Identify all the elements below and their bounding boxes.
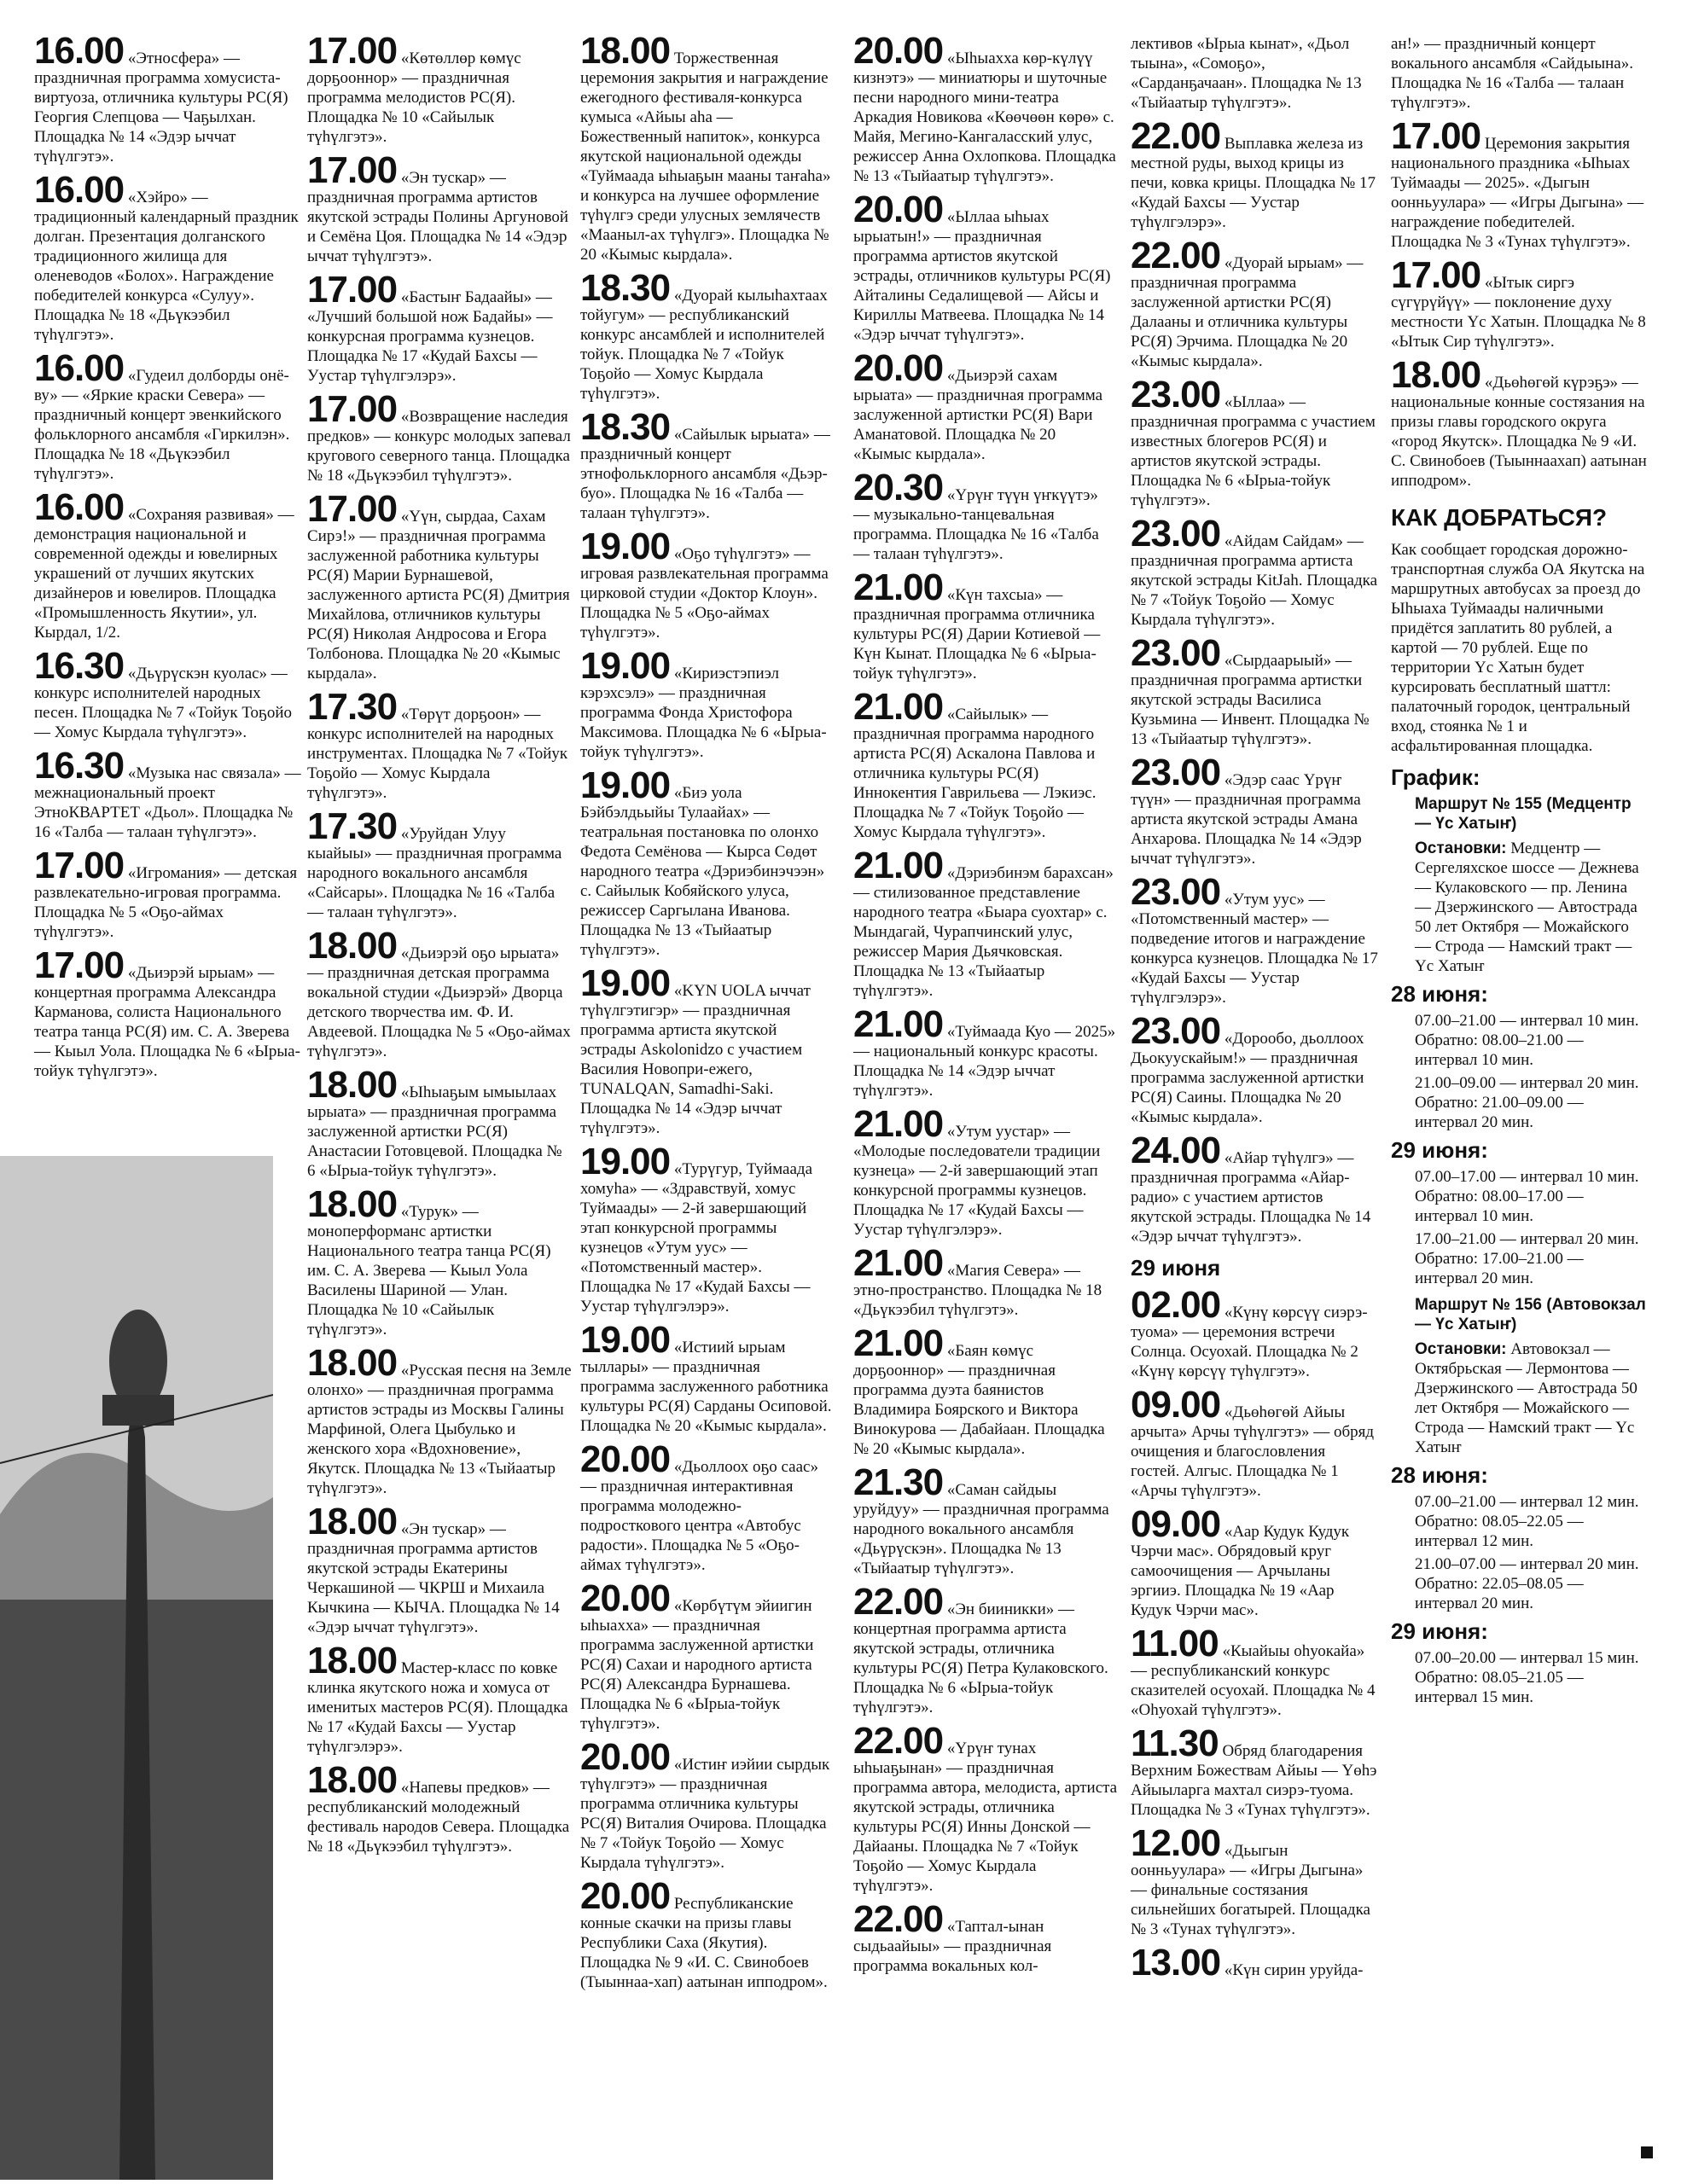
- event-time: 17.00: [307, 388, 398, 430]
- event-time: 20.00: [580, 1736, 671, 1778]
- event-item: [580, 406, 836, 523]
- event-time: 17.00: [34, 944, 125, 986]
- event-item: [307, 1342, 572, 1498]
- event-description: «Эдэр саас Үрүҥ түүн» — праздничная программа артиста якутской эстрады Амана Анхарова. Площадка № 14 «Эдэр ыччат түһүлгэтэ».: [1131, 771, 1362, 868]
- schedule-title: График:: [1391, 764, 1480, 790]
- column-5: [1131, 34, 1378, 1987]
- event-time: 23.00: [1131, 1010, 1221, 1052]
- route-155-day-2: 29 июня:: [1391, 1137, 1488, 1163]
- event-time: 18.00: [307, 1342, 398, 1384]
- event-item: [307, 1501, 572, 1637]
- event-item: [580, 30, 836, 264]
- event-item: [853, 347, 1118, 464]
- event-item: [1131, 235, 1378, 371]
- event-item: [580, 526, 836, 642]
- event-item: [1131, 1623, 1378, 1720]
- festival-photo: [0, 1156, 273, 2180]
- event-item: [307, 149, 572, 266]
- event-time: 17.30: [307, 805, 398, 847]
- route-155-stops: Остановки: Медцентр — Сергеляхское шоссе — Дежнева — Кулаковского — пр. Ленина — Дзержинского — Автострада 50 лет Октября — Можайского — Строда — Намский тракт — Үс Хатыҥ: [1415, 839, 1639, 975]
- how-to-get-heading: КАК ДОБРАТЬСЯ?: [1391, 504, 1608, 531]
- event-description: «Үрүҥ тунах ыһыаҕынан» — праздничная программа автора, мелодиста, артиста якутской эстрады, отличника культуры РС(Я) Инны Донской — Дайааны. Площадка № 7 «Тойук Тоҕойо — Хомус Кырдала түһүлгэтэ».: [853, 1740, 1118, 1895]
- event-description: «Гудеил долборды онё-ву» — «Яркие краски Севера» — праздничный концерт эвенкийского фольклорного ансамбля «Гиркилэн». Площадка № 18 «Дьүкээбил түһүлгэтэ».: [34, 367, 290, 483]
- event-description: ан!» — праздничный концерт вокального ансамбля «Сайдыына». Площадка № 16 «Талба — талаан түһүлгэтэ».: [1391, 35, 1633, 112]
- event-time: 21.30: [853, 1461, 944, 1503]
- event-description: «Дэриэбинэм барахсан» — стилизованное представление народного театра «Быара суохтар» с. Мындагай, Чурапчинский улус, режиссер Мария Дьячковская. Площадка № 13 «Тыйаатыр түһүлгэтэ».: [853, 864, 1114, 1000]
- event-time: 22.00: [1131, 115, 1221, 157]
- event-time: 23.00: [1131, 513, 1221, 555]
- event-item: [1131, 632, 1378, 749]
- event-item: [1131, 1284, 1378, 1381]
- event-item: [580, 1577, 836, 1734]
- event-description: «Ыллаа ыһыах ырыатын!» — праздничная программа артистов якутской эстрады, отличников культуры РС(Я) Айталины Седалищевой — Айсы и Кириллы Матвеева. Площадка № 14 «Эдэр ыччат түһүлгэтэ».: [853, 208, 1111, 344]
- event-description: «Ыһыаҕым ымыылаах ырыата» — праздничная программа заслуженной артистки РС(Я) Анастасии Готовцевой. Площадка № 6 «Ырыа-тойук түһүлгэтэ».: [307, 1083, 562, 1180]
- event-time: 17.30: [307, 686, 398, 728]
- event-item: [1131, 374, 1378, 510]
- event-item: [580, 1141, 836, 1316]
- event-description: Выплавка железа из местной руды, выход крицы из печи, ковка крицы. Площадка № 17 «Кудай Бахсы — Уустар түһүлгэлэрэ».: [1131, 135, 1376, 231]
- event-time: 17.00: [307, 488, 398, 530]
- event-description: «Үүн, сырдаа, Сахам Сирэ!» — праздничная программа заслуженной работника культуры РС(Я) Марии Бурнашевой, заслуженного артиста РС(Я) Дмитрия Михайлова, отличников культуры РС(Я) Николая Андросова и Егора Толбонова. Площадка № 20 «Кымыс кырдала».: [307, 508, 570, 682]
- event-item: [1131, 1942, 1378, 1984]
- event-time: 18.30: [580, 267, 671, 309]
- event-item: [307, 388, 572, 485]
- event-item: [853, 1461, 1118, 1578]
- event-description: «Төрүт дорҕоон» — конкурс исполнителей на народных инструментах. Площадка № 7 «Тойук Тоҕойо — Хомус Кырдала түһүлгэтэ».: [307, 706, 568, 802]
- event-description: «Дьиэрэй оҕо ырыата» — праздничная детская программа вокальной студии «Дьиэрэй» Дворца детского творчества им. Ф. И. Авдеевой. Площадка № 5 «Оҕо-аймах түһүлгэтэ».: [307, 944, 571, 1060]
- event-item: [853, 1720, 1118, 1896]
- interval-line: 07.00–21.00 — интервал 12 мин. Обратно: 08.05–22.05 — интервал 12 мин.: [1415, 1493, 1639, 1550]
- event-description: «Күн сирин уруйда-: [1224, 1961, 1364, 1979]
- event-item: [307, 1064, 572, 1181]
- event-description: «Эн бииникки» — концертная программа артиста якутской эстрады, отличника культуры РС(Я) Петра Кулаковского. Площадка № 6 «Ырыа-тойук түһүлгэтэ».: [853, 1600, 1108, 1716]
- event-time: 19.00: [580, 526, 671, 567]
- event-description: «Истиҥ иэйии сырдык түһүлгэтэ» — праздничная программа отличника культуры РС(Я) Виталия Очирова. Площадка № 7 «Тойук Тоҕойо — Хомус Кырдала түһүлгэтэ».: [580, 1756, 830, 1872]
- event-item: [1131, 34, 1378, 113]
- event-description: Республиканские конные скачки на призы главы Республики Саха (Якутия). Площадка № 9 «И. С. Свинобоев (Тыыннаа-хап) аатынан ипподром».: [580, 1895, 828, 1991]
- event-description: «Утум уус» — «Потомственный мастер» — подведение итогов и награждение конкурса кузнецов. Площадка № 17 «Кудай Бахсы — Уустар түһүлгэлэрэ».: [1131, 891, 1378, 1007]
- serge-hitching-post-image: [0, 1156, 273, 2180]
- event-item: [307, 1183, 572, 1339]
- event-description: «Сырдаарыый» — праздничная программа артистки якутской эстрады Василиса Кузьмина — Инвент. Площадка № 13 «Тыйаатыр түһүлгэтэ».: [1131, 652, 1370, 748]
- event-item: [853, 1242, 1118, 1320]
- column-2: [307, 30, 572, 1863]
- event-item: [307, 925, 572, 1061]
- event-time: 18.00: [307, 1064, 398, 1106]
- event-item: [307, 686, 572, 803]
- event-item: [580, 1736, 836, 1873]
- sidebar: [1391, 34, 1647, 1711]
- event-item: [853, 1581, 1118, 1717]
- event-time: 11.00: [1131, 1623, 1219, 1664]
- event-item: [307, 30, 572, 147]
- event-description: «Сохраняя развивая» — демонстрация национальной и современной одежды и ювелирных украшений от лучших якутских дизайнеров и ювелиров. Площадка «Промышленность Якутии», ул. Кырдал, 1/2.: [34, 506, 294, 642]
- event-item: [853, 467, 1118, 564]
- event-description: «Күнү көрсүү сиэрэ-туома» — церемония встречи Солнца. Осуохай. Площадка № 2 «Күнү көрсүү түһүлгэтэ».: [1131, 1304, 1368, 1380]
- event-time: 21.00: [853, 1242, 944, 1284]
- event-time: 18.00: [580, 30, 671, 72]
- event-item: [1131, 1130, 1378, 1246]
- event-description: «Кириэстэпиэл кэрэхсэлэ» — праздничная программа Фонда Христофора Максимова. Площадка № 6 «Ырыа-тойук түһүлгэтэ».: [580, 665, 827, 761]
- event-time: 21.00: [853, 845, 944, 886]
- event-time: 21.00: [853, 1322, 944, 1364]
- event-description: «Дьыгын оонньуулара» — «Игры Дыгына» — финальные состязания сильнейших богатырей. Площадка № 3 «Тунах түһүлгэтэ».: [1131, 1842, 1370, 1938]
- interval-line: 07.00–21.00 — интервал 10 мин. Обратно: 08.00–21.00 — интервал 10 мин.: [1415, 1012, 1639, 1069]
- event-time: 17.00: [307, 149, 398, 191]
- event-time: 22.00: [853, 1898, 944, 1940]
- event-time: 22.00: [1131, 235, 1221, 276]
- event-description: «Сайылык» — праздничная программа народного артиста РС(Я) Аскалона Павлова и отличника культуры РС(Я) Иннокентия Гаврильева — Лэкиэс. Площадка № 7 «Тойук Тоҕойо — Хомус Кырдала түһүлгэтэ».: [853, 706, 1097, 841]
- event-item: [580, 645, 836, 762]
- event-item: [1131, 1722, 1378, 1820]
- event-time: 23.00: [1131, 374, 1221, 415]
- event-description: «Эн тускар» — праздничная программа артистов якутской эстрады Полины Аргуновой и Семёна Цоя. Площадка № 14 «Эдэр ыччат түһүлгэтэ».: [307, 169, 569, 265]
- event-time: 21.00: [853, 686, 944, 728]
- column-4: [853, 30, 1118, 1983]
- event-description: «Баян көмүс дорҕооннор» — праздничная программа дуэта баянистов Владимира Боярского и Виктора Винокурова — Дабайаан. Площадка № 20 «Кымыс кырдала».: [853, 1342, 1105, 1458]
- event-description: «Турук» — моноперформанс артистки Национального театра танца РС(Я) им. С. А. Зверева — Кыыл Уола Василены Шариной — Улан. Площадка № 10 «Сайылык түһүлгэтэ».: [307, 1203, 551, 1339]
- event-item: [34, 486, 307, 642]
- route-156-day-1: 28 июня:: [1391, 1462, 1488, 1488]
- interval-line: 21.00–07.00 — интервал 20 мин. Обратно: 22.05–08.05 — интервал 20 мин.: [1415, 1555, 1639, 1612]
- event-time: 24.00: [1131, 1130, 1221, 1171]
- event-item: [307, 1759, 572, 1856]
- event-item: [580, 1438, 836, 1575]
- event-description: «Дьиэрэй сахам ырыата» — праздничная программа заслуженной артистки РС(Я) Вари Аманатовой. Площадка № 20 «Кымыс кырдала».: [853, 367, 1103, 463]
- event-item: [853, 1322, 1118, 1459]
- event-time: 16.30: [34, 745, 125, 787]
- route-155-day-1: 28 июня:: [1391, 981, 1488, 1007]
- event-description: «Дорообо, дьоллоох Дьокуускайым!» — праздничная программа заслуженной артистки РС(Я) Саины. Площадка № 20 «Кымыс кырдала».: [1131, 1030, 1364, 1126]
- event-description: «Күн тахсыа» — праздничная программа отличника культуры РС(Я) Дарии Котиевой — Күн Кынат. Площадка № 6 «Ырыа-тойук түһүлгэтэ».: [853, 586, 1101, 682]
- event-item: [1131, 871, 1378, 1008]
- event-time: 18.00: [307, 1640, 398, 1682]
- event-description: «Туймаада Куо — 2025» — национальный конкурс красоты. Площадка № 14 «Эдэр ыччат түһүлгэтэ».: [853, 1023, 1116, 1100]
- event-time: 18.00: [307, 1501, 398, 1542]
- column-1: [34, 30, 307, 1088]
- event-time: 20.30: [853, 467, 944, 508]
- event-description: Торжественная церемония закрытия и награждение ежегодного фестиваля-конкурса кумыса «Айыы аһа — Божественный напиток», конкурса якутской национальной одежды «Туймаада ыһыаҕын мааны таҥаһа» и конкурса на лучшее оформление түһүлгэ среди улусных землячеств «Мааныл-ах түһүлгэ». Площадка № 20 «Кымыс кырдала».: [580, 49, 831, 264]
- event-time: 20.00: [580, 1875, 671, 1917]
- event-time: 21.00: [853, 1103, 944, 1145]
- event-item: [853, 1003, 1118, 1101]
- event-time: 18.30: [580, 406, 671, 448]
- event-item: [1131, 1384, 1378, 1501]
- route-156-stops: Остановки: Автовокзал — Октябрьская — Лермонтова — Дзержинского — Автострада 50 лет Октября — Можайского — Строда — Намский тракт — Үс Хатыҥ: [1415, 1340, 1638, 1456]
- event-description: «Сайылык ырыата» — праздничный концерт этнофольклорного ансамбля «Дьэр-буо». Площадка № 16 «Талба — талаан түһүлгэтэ».: [580, 426, 830, 522]
- event-item: [580, 1319, 836, 1436]
- date-heading-june-29: 29 июня: [1131, 1255, 1221, 1281]
- event-description: «Напевы предков» — республиканский молодежный фестиваль народов Севера. Площадка № 18 «Дьүкээбил түһүлгэтэ».: [307, 1779, 570, 1856]
- event-description: «Таптал-ынан сыдьаайыы» — праздничная программа вокальных кол-: [853, 1918, 1052, 1975]
- event-time: 18.00: [1391, 354, 1481, 396]
- route-156-day-2: 29 июня:: [1391, 1618, 1488, 1644]
- event-description: «Бастыҥ Бадаайы» — «Лучший большой нож Бадайы» — конкурсная программа кузнецов. Площадка № 17 «Кудай Бахсы — Уустар түһүлгэлэрэ».: [307, 288, 553, 385]
- event-time: 16.00: [34, 169, 125, 211]
- event-time: 02.00: [1131, 1284, 1221, 1326]
- event-item: [853, 1898, 1118, 1976]
- event-description: «Этносфера» — праздничная программа хомусиста-виртуоза, отличника культуры РС(Я) Георгия Слепцова — Чаҕылхан. Площадка № 14 «Эдэр ыччат түһүлгэтэ».: [34, 49, 288, 166]
- event-time: 12.00: [1131, 1822, 1221, 1864]
- event-description: «Дьоллоох оҕо саас» — праздничная интерактивная программа молодежно-подросткового центра «Автобус радости». Площадка № 5 «Оҕо-аймах түһүлгэтэ».: [580, 1458, 818, 1574]
- event-item: [1131, 115, 1378, 232]
- end-of-article-mark: [1641, 2146, 1653, 2158]
- route-156-title: Маршрут № 156 (Автовокзал — Үс Хатыҥ): [1415, 1296, 1646, 1333]
- event-description: «Оҕо түһүлгэтэ» — игровая развлекательная программа цирковой студии «Доктор Клоун». Площадка № 5 «Оҕо-аймах түһүлгэтэ».: [580, 545, 829, 642]
- event-time: 17.00: [34, 845, 125, 886]
- event-item: [853, 1103, 1118, 1240]
- event-item: [307, 805, 572, 922]
- event-item: [853, 189, 1118, 345]
- event-item: [307, 269, 572, 386]
- event-description: «Кыайыы оһуокайа» — республиканский конкурс сказителей осуохай. Площадка № 4 «Оһуохай түһүлгэтэ».: [1131, 1642, 1376, 1719]
- event-item: [34, 944, 307, 1081]
- event-item: [580, 1875, 836, 1992]
- event-time: 21.00: [853, 566, 944, 608]
- event-item: [1131, 1010, 1378, 1127]
- event-time: 22.00: [853, 1581, 944, 1623]
- event-item: [1131, 513, 1378, 630]
- event-time: 20.00: [580, 1438, 671, 1480]
- event-time: 18.00: [307, 925, 398, 967]
- event-item: [1391, 354, 1647, 491]
- event-time: 17.00: [1391, 115, 1481, 157]
- event-item: [34, 845, 307, 942]
- event-item: [1131, 1822, 1378, 1939]
- event-description: «Музыка нас связала» — межнациональный проект ЭтноКВАРТЕТ «Дьол». Площадка № 16 «Талба — талаан түһүлгэтэ».: [34, 764, 301, 841]
- event-item: [34, 645, 307, 742]
- event-item: [1391, 254, 1647, 351]
- event-time: 17.00: [1391, 254, 1481, 296]
- event-item: [34, 169, 307, 345]
- event-time: 20.00: [853, 189, 944, 230]
- event-description: «Русская песня на Земле олонхо» — праздничная программа артистов эстрады из Москвы Галины Марфиной, Олега Цыбулько и женского хора «Вдохновение», Якутск. Площадка № 13 «Тыйаатыр түһүлгэтэ».: [307, 1362, 572, 1497]
- event-description: «Айдам Сайдам» — праздничная программа артиста якутской эстрады KitJah. Площадка № 7 «Тойук Тоҕойо — Хомус Кырдала түһүлгэтэ».: [1131, 532, 1378, 629]
- event-description: «Дьөһөгөй күрэҕэ» — национальные конные состязания на призы главы городского округа «город Якутск». Площадка № 9 «И. С. Свинобоев (Тыыннаахап) аатынан ипподром».: [1391, 374, 1647, 490]
- interval-line: 07.00–20.00 — интервал 15 мин. Обратно: 08.05–21.05 — интервал 15 мин.: [1415, 1649, 1639, 1706]
- event-description: «Дьүрүскэн куолас» — конкурс исполнителей народных песен. Площадка № 7 «Тойук Тоҕойо — Хомус Кырдала түһүлгэтэ».: [34, 665, 292, 741]
- event-item: [1391, 115, 1647, 252]
- event-description: «KYN UOLA ыччат түһүлгэтигэр» — праздничная программа артиста якутской эстрады Askolonidzo с участием Василия Новопри-ежего, TUNALQAN, Samadhi-Saki. Площадка № 14 «Эдэр ыччат түһүлгэтэ».: [580, 982, 811, 1137]
- interval-line: 17.00–21.00 — интервал 20 мин. Обратно: 17.00–21.00 — интервал 20 мин.: [1415, 1230, 1639, 1287]
- event-item: [580, 267, 836, 404]
- event-description: «Көтөллөр көмүс дорҕооннор» — праздничная программа мелодистов РС(Я). Площадка № 10 «Сайылык түһүлгэтэ».: [307, 49, 521, 146]
- how-to-get-text: Как сообщает городская дорожно-транспортная служба ОА Якутска на маршрутных автобусах за проезд до Ыһыаха Туймаады наличными придётся заплатить 80 рублей, а картой — 70 рублей. Еще по территории Үс Хатын будет курсировать бесплатный шаттл: палаточный городок, центральный вход, стоянка № 1 и асфальтированная площадка.: [1391, 541, 1645, 755]
- event-item: [1131, 1503, 1378, 1620]
- event-description: «Саман сайдыы уруйдуу» — праздничная программа народного вокального ансамбля «Дьүрүскэн». Площадка № 13 «Тыйаатыр түһүлгэтэ».: [853, 1481, 1109, 1577]
- event-time: 16.30: [34, 645, 125, 687]
- event-time: 18.00: [307, 1759, 398, 1801]
- event-description: «Утум уустар» — «Молодые последователи традиции кузнеца» — 2-й завершающий этап конкурсной программы кузнецов. Площадка № 17 «Кудай Бахсы — Уустар түһүлгэлэрэ».: [853, 1123, 1101, 1239]
- event-time: 16.00: [34, 30, 125, 72]
- event-description: Церемония закрытия национального праздника «Ыһыах Туймаады — 2025». «Дыгын оонньуулара» — «Игры Дыгына» — награждение победителей. Площадка № 3 «Тунах түһүлгэтэ».: [1391, 135, 1644, 251]
- event-description: «Возвращение наследия предков» — конкурс молодых запевал кругового северного танца. Площадка № 18 «Дьүкээбил түһүлгэтэ».: [307, 408, 571, 485]
- event-item: [853, 566, 1118, 683]
- event-time: 19.00: [580, 764, 671, 806]
- event-description: «Турүгур, Туймаада хомуһа» — «Здравствуй, хомус Туймаады» — 2-й завершающий этап конкурсной программы кузнецов «Утум уус» — «Потомственный мастер». Площадка № 17 «Кудай Бахсы — Уустар түһүлгэлэрэ».: [580, 1160, 812, 1316]
- event-time: 23.00: [1131, 871, 1221, 913]
- event-time: 09.00: [1131, 1503, 1221, 1545]
- event-description: «Дьиэрэй ырыам» — концертная программа Александра Карманова, солиста Национального театра танца РС(Я) им. С. А. Зверева — Кыыл Уола. Площадка № 6 «Ырыа-тойук түһүлгэтэ».: [34, 964, 300, 1080]
- event-time: 19.00: [580, 1319, 671, 1361]
- event-time: 20.00: [580, 1577, 671, 1619]
- event-description: «Ыһыахха көр-күлүү кизнэтэ» — миниатюры и шуточные песни народного мини-театра Аркадия Новикова «Көөчөөн көрө» с. Майя, Мегино-Кангаласский улус, режиссер Анна Охлопкова. Площадка № 13 «Тыйаатыр түһүлгэтэ».: [853, 49, 1116, 185]
- event-time: 16.00: [34, 347, 125, 389]
- event-time: 19.00: [580, 645, 671, 687]
- event-time: 19.00: [580, 962, 671, 1004]
- event-description: «Хэйро» — традиционный календарный праздник долган. Презентация долганского традиционного жилища для оленеводов «Болох». Награждение победителей конкурса «Сулуу». Площадка № 18 «Дьүкээбил түһүлгэтэ».: [34, 189, 299, 344]
- event-item: [34, 745, 307, 842]
- event-item: [853, 30, 1118, 186]
- event-item: [1131, 752, 1378, 868]
- event-description: «Эн тускар» — праздничная программа артистов якутской эстрады Екатерины Черкашиной — ЧКРШ и Михаила Кычкина — КЫЧА. Площадка № 14 «Эдэр ыччат түһүлгэтэ».: [307, 1520, 560, 1636]
- event-time: 17.00: [307, 269, 398, 311]
- event-time: 21.00: [853, 1003, 944, 1045]
- event-item: [580, 764, 836, 960]
- event-item: [34, 347, 307, 484]
- interval-line: 07.00–17.00 — интервал 10 мин. Обратно: 08.00–17.00 — интервал 10 мин.: [1415, 1168, 1639, 1225]
- event-description: Мастер-класс по ковке клинка якутского ножа и хомуса от именитых мастеров РС(Я). Площадка № 17 «Кудай Бахсы — Уустар түһүлгэлэрэ».: [307, 1659, 568, 1756]
- event-time: 23.00: [1131, 752, 1221, 793]
- event-description: «Ыллаа» — праздничная программа с участием известных блогеров РС(Я) и артистов якутской эстрады. Площадка № 6 «Ырыа-тойук түһүлгэтэ».: [1131, 393, 1376, 509]
- event-time: 16.00: [34, 486, 125, 528]
- event-description: «Уруйдан Улуу кыайыы» — праздничная программа народного вокального ансамбля «Сайсары». Площадка № 16 «Талба — талаан түһүлгэтэ».: [307, 825, 562, 921]
- event-description: «Истиий ырыам тыллары» — праздничная программа заслуженного работника культуры РС(Я) Сарданы Осиповой. Площадка № 20 «Кымыс кырдала».: [580, 1339, 832, 1435]
- event-item: [1391, 34, 1647, 113]
- event-description: «Көрбүтүм эйиигин ыһыахха» — праздничная программа заслуженной артистки РС(Я) Сахаи и народного артиста РС(Я) Александра Бурнашева. Площадка № 6 «Ырыа-тойук түһүлгэтэ».: [580, 1597, 814, 1733]
- event-item: [307, 1640, 572, 1757]
- event-time: 20.00: [853, 347, 944, 389]
- event-description: «Магия Севера» — этно-пространство. Площадка № 18 «Дьүкээбил түһүлгэтэ».: [853, 1262, 1102, 1319]
- event-description: лективов «Ырыа кынат», «Дьол тыына», «Сомоҕо», «Сарданҕачаан». Площадка № 13 «Тыйаатыр түһүлгэтэ».: [1131, 35, 1362, 112]
- event-description: «Ытык сиргэ сүгүрүйүү» — поклонение духу местности Үс Хатын. Площадка № 8 «Ытык Сир түһүлгэтэ».: [1391, 274, 1646, 351]
- event-time: 13.00: [1131, 1942, 1221, 1984]
- event-description: Обряд благодарения Верхним Божествам Айыы — Үөһэ Айыыларга махтал сиэрэ-туома. Площадка № 3 «Тунах түһүлгэтэ».: [1131, 1742, 1377, 1819]
- event-time: 20.00: [853, 30, 944, 72]
- route-155-title: Маршрут № 155 (Медцентр — Үс Хатыҥ): [1415, 795, 1632, 833]
- event-description: «Игромания» — детская развлекательно-игровая программа. Площадка № 5 «Оҕо-аймах түһүлгэтэ».: [34, 864, 298, 941]
- event-description: «Дуорай кылыһахтаах тойугум» — республиканский конкурс ансамблей и исполнителей тойук. Площадка № 7 «Тойук Тоҕойо — Хомус Кырдала түһүлгэтэ».: [580, 287, 828, 403]
- event-time: 22.00: [853, 1720, 944, 1762]
- event-item: [853, 845, 1118, 1001]
- event-time: 19.00: [580, 1141, 671, 1182]
- event-description: «Биэ уола Бэйбэлдьыйы Тулаайах» — театральная постановка по олонхо Федота Семёнова — Кырса Сөдөт народного театра «Дэриэбинэчээн» с. Сайылык Кобяйского улуса, режиссер Саргылана Иванова. Площадка № 13 «Тыйаатыр түһүлгэтэ».: [580, 784, 825, 959]
- event-description: «Үрүҥ түүн үҥкүүтэ» — музыкально-танцевальная программа. Площадка № 16 «Талба — талаан түһүлгэтэ».: [853, 486, 1099, 563]
- column-3: [580, 30, 836, 1999]
- event-description: «Аар Кудук Кудук Чэрчи мас». Обрядовый круг самоочищения — Арчыланы эргииэ. Площадка № 19 «Аар Кудук Чэрчи мас».: [1131, 1523, 1350, 1619]
- event-description: «Айар түһүлгэ» — праздничная программа «Айар-радио» с участием артистов якутской эстрады. Площадка № 14 «Эдэр ыччат түһүлгэтэ».: [1131, 1149, 1371, 1246]
- event-description: «Дуорай ырыам» — праздничная программа заслуженной артистки РС(Я) Далааны и отличника культуры РС(Я) Эрчима. Площадка № 20 «Кымыс кырдала».: [1131, 254, 1364, 370]
- event-time: 11.30: [1131, 1722, 1219, 1764]
- event-time: 23.00: [1131, 632, 1221, 674]
- interval-line: 21.00–09.00 — интервал 20 мин. Обратно: 21.00–09.00 — интервал 20 мин.: [1415, 1074, 1639, 1131]
- event-item: [853, 686, 1118, 842]
- event-item: [34, 30, 307, 166]
- event-description: «Дьөһөгөй Айыы арчыта» Арчы түһүлгэтэ» — обряд очищения и благословления гостей. Алгыс. Площадка № 1 «Арчы түһүлгэтэ».: [1131, 1403, 1375, 1500]
- event-item: [580, 962, 836, 1138]
- event-item: [307, 488, 572, 683]
- event-time: 17.00: [307, 30, 398, 72]
- event-time: 18.00: [307, 1183, 398, 1225]
- event-time: 09.00: [1131, 1384, 1221, 1426]
